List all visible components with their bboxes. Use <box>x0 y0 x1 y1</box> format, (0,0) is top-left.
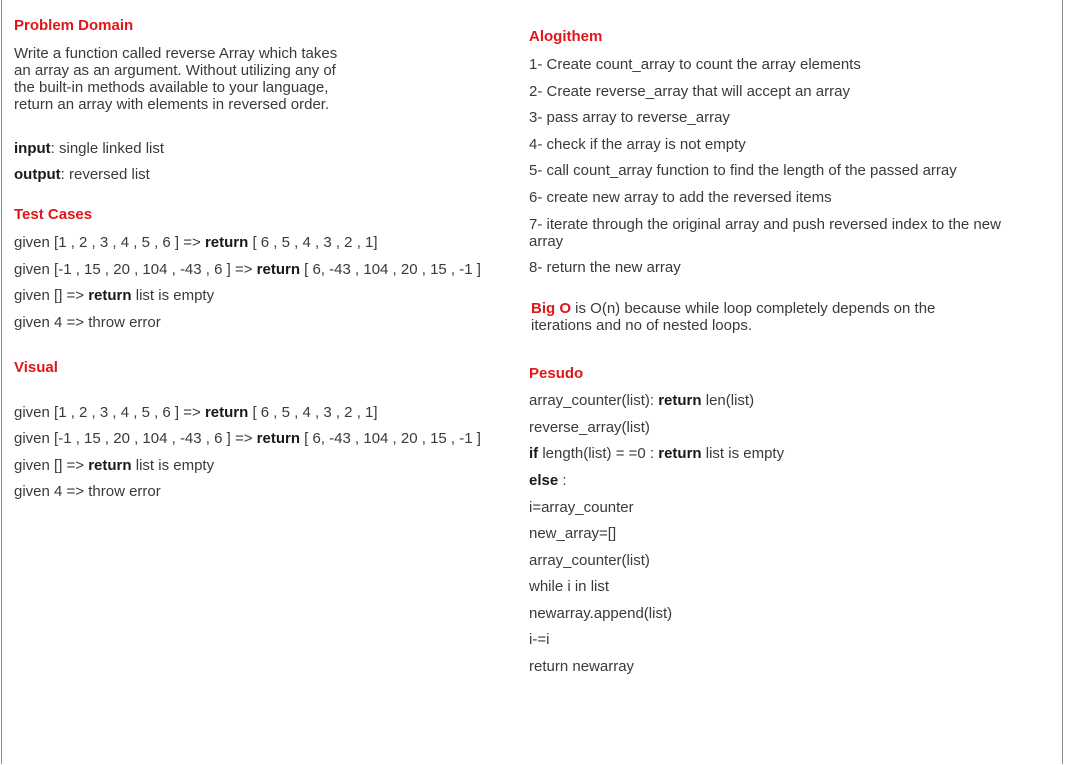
algorithm-step: 3- pass array to reverse_array <box>529 109 730 126</box>
visual-line <box>14 404 378 421</box>
visual-given: given [1 , 2 , 3 , 4 , 5 , 6 ] => <box>14 404 205 421</box>
visual-result: [ 6 , 5 , 4 , 3 , 2 , 1] <box>248 404 378 421</box>
test-case-given: given 4 => throw error <box>14 314 161 331</box>
test-case-result: [ 6 , 5 , 4 , 3 , 2 , 1] <box>248 234 378 251</box>
problem-description: Write a function called reverse Array which takes an array as an argument. Without utilizing any of the built-in methods available to your language, return an array with elements in reversed order. <box>14 45 338 113</box>
output-label: output <box>14 166 61 183</box>
pseudo-line: i=array_counter <box>529 499 634 516</box>
test-case-given: given [] => <box>14 287 89 304</box>
big-o-statement <box>531 300 981 334</box>
pseudo-code: : <box>558 472 567 489</box>
return-keyword: return <box>658 445 702 462</box>
test-case-given: given [1 , 2 , 3 , 4 , 5 , 6 ] => <box>14 234 205 251</box>
return-keyword: return <box>658 392 702 409</box>
test-cases-heading: Test Cases <box>14 206 93 223</box>
if-keyword: if <box>529 445 539 462</box>
pseudo-line <box>529 472 567 489</box>
big-o-label: Big O <box>531 300 571 317</box>
algorithm-step: 6- create new array to add the reversed items <box>529 189 832 206</box>
input-line <box>14 140 164 157</box>
output-value: : reversed list <box>60 166 150 183</box>
pseudo-line: new_array=[] <box>529 525 617 542</box>
test-case-result: list is empty <box>131 287 215 304</box>
pseudo-code: length(list) = =0 : <box>538 445 659 462</box>
problem-domain-heading: Problem Domain <box>14 17 134 34</box>
pseudo-line: newarray.append(list) <box>529 605 673 622</box>
algorithm-heading: Alogithem <box>529 28 603 45</box>
visual-heading: Visual <box>14 359 58 376</box>
visual-result: [ 6, -43 , 104 , 20 , 15 , -1 ] <box>300 430 481 447</box>
output-line <box>14 166 150 183</box>
test-case-line <box>14 261 481 278</box>
visual-given: given [] => <box>14 457 89 474</box>
test-case-line <box>14 234 378 251</box>
pseudo-line: reverse_array(list) <box>529 419 650 436</box>
algorithm-step: 7- iterate through the original array and push reversed index to the new array <box>529 216 1001 250</box>
visual-line <box>14 430 481 447</box>
pseudo-heading: Pesudo <box>529 365 584 382</box>
return-keyword: return <box>88 287 132 304</box>
algorithm-step: 2- Create reverse_array that will accept an array <box>529 83 850 100</box>
visual-line <box>14 483 161 500</box>
algorithm-step: 1- Create count_array to count the array elements <box>529 56 861 73</box>
test-case-line <box>14 314 161 331</box>
return-keyword: return <box>204 404 249 421</box>
pseudo-line: return newarray <box>529 658 635 675</box>
visual-given: given [-1 , 15 , 20 , 104 , -43 , 6 ] => <box>14 430 257 447</box>
return-keyword: return <box>256 430 300 447</box>
pseudo-code: list is empty <box>701 445 785 462</box>
algorithm-step: 8- return the new array <box>529 259 681 276</box>
visual-result: list is empty <box>131 457 215 474</box>
else-keyword: else <box>529 472 559 489</box>
input-label: input <box>14 140 51 157</box>
return-keyword: return <box>256 261 300 278</box>
pseudo-line: while i in list <box>529 578 610 595</box>
input-value: : single linked list <box>50 140 165 157</box>
visual-line <box>14 457 214 474</box>
big-o-text: is O(n) because while loop completely depends on the iterations and no of nested loops. <box>531 300 936 334</box>
return-keyword: return <box>88 457 132 474</box>
pseudo-line <box>529 445 784 462</box>
test-case-given: given [-1 , 15 , 20 , 104 , -43 , 6 ] => <box>14 261 257 278</box>
pseudo-line: array_counter(list) <box>529 552 650 569</box>
visual-given: given 4 => throw error <box>14 483 161 500</box>
algorithm-step: 4- check if the array is not empty <box>529 136 746 153</box>
test-case-line <box>14 287 214 304</box>
pseudo-code: len(list) <box>701 392 755 409</box>
pseudo-line: i-=i <box>529 631 550 648</box>
pseudo-code: array_counter(list): <box>529 392 659 409</box>
test-case-result: [ 6, -43 , 104 , 20 , 15 , -1 ] <box>300 261 481 278</box>
pseudo-line <box>529 392 754 409</box>
algorithm-step: 5- call count_array function to find the length of the passed array <box>529 162 957 179</box>
return-keyword: return <box>204 234 249 251</box>
